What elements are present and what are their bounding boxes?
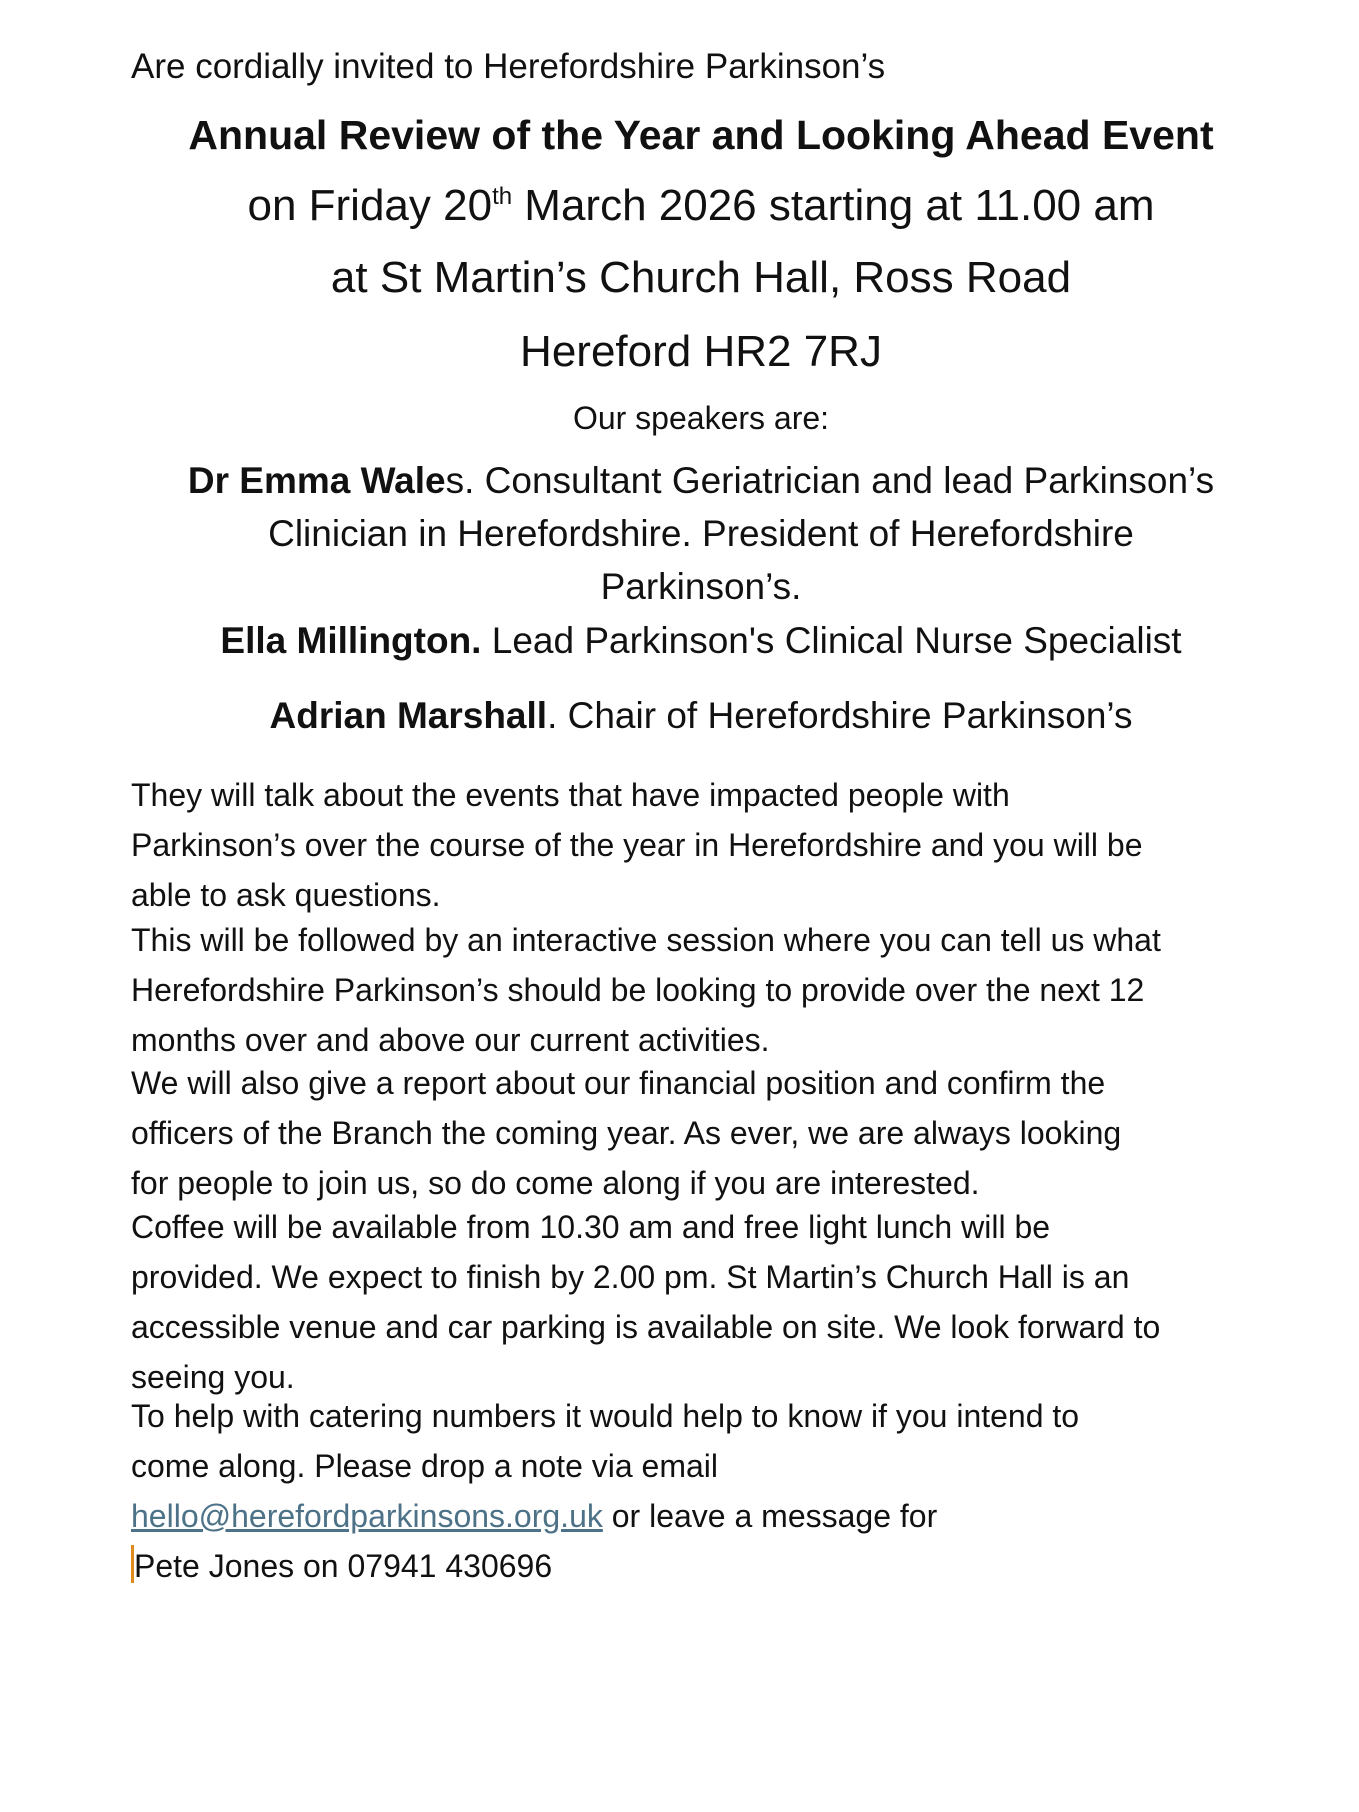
speaker-1-name: Dr Emma Wale — [187, 460, 446, 501]
paragraph-line: We will also give a report about our financial position and confirm the — [131, 1065, 1106, 1101]
paragraph-line: Herefordshire Parkinson’s should be looking to provide over the next 12 — [131, 972, 1145, 1008]
closing-line-2: come along. Please drop a note via email — [131, 1448, 719, 1484]
speakers-label: Our speakers are: — [572, 400, 830, 436]
closing-after-email: or leave a message for — [602, 1498, 938, 1534]
speaker-2 — [131, 614, 1271, 667]
paragraph-talk — [131, 770, 1271, 920]
paragraph-line: able to ask questions. — [131, 877, 441, 913]
contact-line: Pete Jones on 07941 430696 — [134, 1548, 553, 1584]
venue-line-1: at St Martin’s Church Hall, Ross Road — [330, 253, 1072, 302]
paragraph-line: seeing you. — [131, 1359, 295, 1395]
paragraph-line: officers of the Branch the coming year. As ever, we are always looking — [131, 1115, 1122, 1151]
speaker-3 — [131, 689, 1271, 742]
closing-line-3 — [131, 1491, 1271, 1541]
intro-line: Are cordially invited to Herefordshire Parkinson’s — [131, 47, 886, 86]
speaker-2-text: Lead Parkinson's Clinical Nurse Specialist — [481, 620, 1182, 661]
date-after: March 2026 starting at 11.00 am — [512, 181, 1155, 230]
speaker-1-line-1 — [131, 454, 1271, 507]
date-before: on Friday 20 — [247, 181, 493, 230]
paragraph-line: This will be followed by an interactive session where you can tell us what — [131, 922, 1161, 958]
speaker-3-name: Adrian Marshall — [269, 695, 548, 736]
speaker-1 — [131, 454, 1271, 613]
paragraph-line: for people to join us, so do come along if you are interested. — [131, 1165, 980, 1201]
paragraph-financial — [131, 1058, 1271, 1208]
paragraph-coffee — [131, 1202, 1271, 1402]
paragraph-line: Parkinson’s over the course of the year in Herefordshire and you will be — [131, 827, 1143, 863]
paragraph-interactive — [131, 915, 1271, 1065]
speaker-1-text: s. Consultant Geriatrician and lead Parkinson’s — [445, 460, 1215, 501]
closing-line-4 — [131, 1541, 1271, 1591]
paragraph-line: They will talk about the events that have impacted people with — [131, 777, 1010, 813]
speaker-3-text: . Chair of Herefordshire Parkinson’s — [547, 695, 1133, 736]
paragraph-line: provided. We expect to finish by 2.00 pm. St Martin’s Church Hall is an — [131, 1259, 1130, 1295]
speaker-1-line-3: Parkinson’s. — [600, 566, 802, 607]
email-link[interactable]: hello@herefordparkinsons.org.uk — [131, 1498, 603, 1534]
paragraph-line: accessible venue and car parking is available on site. We look forward to — [131, 1309, 1161, 1345]
closing-line-1: To help with catering numbers it would help to know if you intend to — [131, 1398, 1080, 1434]
event-date — [131, 180, 1271, 232]
speaker-2-name: Ella Millington. — [220, 620, 482, 661]
venue-line-2: Hereford HR2 7RJ — [520, 327, 882, 376]
paragraph-line: months over and above our current activities. — [131, 1022, 770, 1058]
paragraph-closing — [131, 1391, 1271, 1591]
event-title: Annual Review of the Year and Looking Ahead Event — [188, 112, 1214, 158]
speaker-1-line-2: Clinician in Herefordshire. President of Herefordshire — [268, 513, 1134, 554]
paragraph-line: Coffee will be available from 10.30 am and free light lunch will be — [131, 1209, 1051, 1245]
date-ordinal: th — [492, 183, 513, 210]
